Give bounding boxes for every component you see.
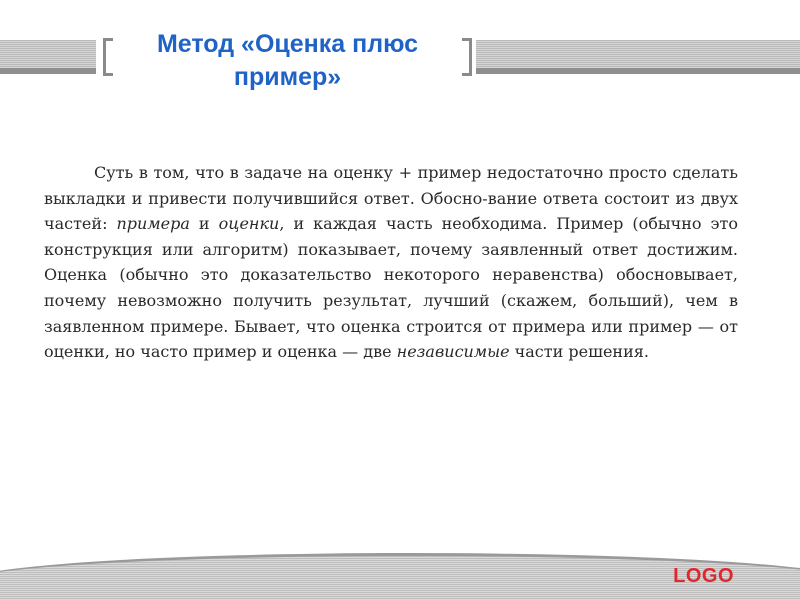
- logo: LOGO: [673, 565, 734, 587]
- title-bracket-right: [462, 38, 472, 76]
- body-text-part-2: и: [189, 214, 219, 234]
- body-text-part-1: Суть в том, что в задаче на оценку + пример недостаточно просто сделать выкладки и привести получившийся ответ. Обосно-вание ответа состоит из двух частей:: [44, 163, 738, 234]
- body-emphasis-estimate: оценки: [218, 214, 280, 234]
- title-bracket-left: [103, 38, 113, 76]
- body-emphasis-independent: независимые: [396, 342, 510, 362]
- body-emphasis-example: примера: [116, 214, 190, 234]
- body-paragraph: [44, 160, 738, 365]
- slide-title: Метод «Оценка плюс пример»: [156, 30, 419, 91]
- top-decor-bar-right: [476, 40, 800, 74]
- top-decor-bar-left: [0, 40, 96, 74]
- body-text-part-4: части решения.: [509, 342, 649, 362]
- body-text-part-3: , и каждая часть необходима. Пример (обычно это конструкция или алгоритм) показывает, почему заявленный ответ достижим. Оценка (обычно это доказательство некоторого неравенства) обосновывает, почему невозможно получить результат, лучший (скажем, больший), чем в заявленном примере. Бывает, что оценка строится от примера или пример — от оценки, но часто пример и оценка — две: [44, 214, 738, 362]
